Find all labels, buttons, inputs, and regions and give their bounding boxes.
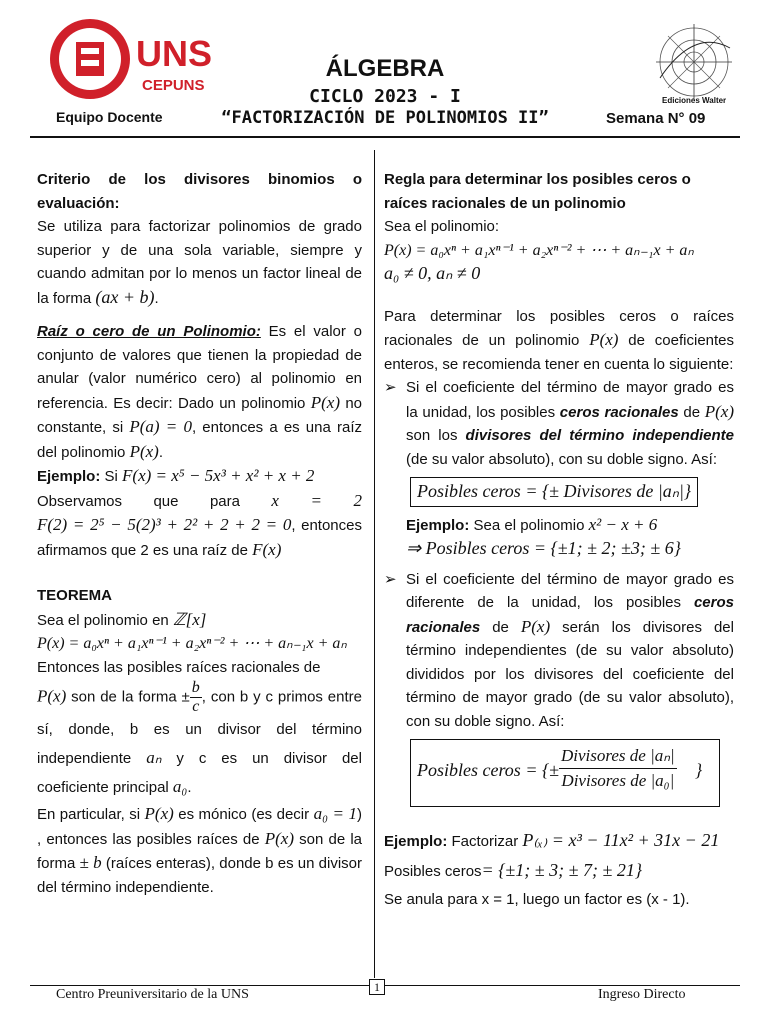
- para-px: P(x): [589, 330, 619, 349]
- para-text: Para determinar los posibles ceros o raíces racionales de un polinomio: [384, 307, 734, 349]
- sea-text: Sea el polinomio en: [37, 611, 173, 629]
- teorema-px: P(x): [37, 686, 67, 706]
- raiz-text-3: , entonces a es una raíz del polinomio: [37, 419, 362, 461]
- ex1-result: ⇒ Posibles ceros = {±1; ± 2; ±3; ± 6}: [406, 538, 681, 558]
- topic-title: “FACTORIZACIÓN DE POLINOMIOS II”: [221, 108, 549, 128]
- page-header: [0, 0, 768, 150]
- page-number: 1: [369, 979, 385, 995]
- editorial-logo: [650, 18, 738, 106]
- week-label: Semana N° 09: [606, 110, 706, 127]
- x-equals-2: x = 2: [271, 490, 362, 510]
- yc-text: y c es un divisor del coeficiente principal: [37, 750, 362, 796]
- zx-ring: ℤ[x]: [172, 609, 207, 629]
- ex2-text: Factorizar: [447, 832, 523, 850]
- formab-text: son de la forma: [37, 830, 363, 872]
- formula-box-1: Posibles ceros = {± Divisores de |aₙ|}: [410, 477, 698, 507]
- ex2-poly: P₍ₓ₎ = x³ − 11x² + 31x − 21: [522, 829, 720, 850]
- roots-px: P(x): [264, 828, 294, 848]
- b-over-c: $\frac{b}{c}$: [191, 679, 200, 715]
- example-fx: F(x) = x⁵ − 5x³ + x² + x + 2: [122, 466, 315, 485]
- raiz-heading: Raíz o cero de un Polinomio:: [37, 323, 261, 340]
- monico-text: es mónico (es decir: [173, 806, 314, 823]
- enpart-text: En particular, si: [37, 806, 145, 823]
- teorema-poly: P(x) = a₀xⁿ + a₁xⁿ⁻¹ + a₂xⁿ⁻² + ⋯ + aₙ₋₁x + aₙ: [37, 635, 347, 652]
- criterio-text: Se utiliza para factorizar polinomios de grado superior y de una sola variable, siempre y cuando admitan por lo menos un factor lineal de la forma: [37, 218, 362, 307]
- raiz-pa: P(a) = 0: [129, 417, 192, 436]
- ex2-label: Ejemplo:: [384, 832, 448, 850]
- general-poly: P(x) = a₀xⁿ + a₁xⁿ⁻¹ + a₂xⁿ⁻² + ⋯ + aₙ₋₁x + aₙ: [384, 241, 694, 259]
- para-text-2: de coeficientes enteros, se recomienda tener en cuenta lo siguiente:: [384, 332, 735, 373]
- sea-polinomio: Sea el polinomio:: [384, 218, 500, 235]
- raiz-text-1: Es el valor o conjunto de valores que tienen la propiedad de anular (valor numérico cero) al polinomio en referencia. Es decir: Dado un polinomio: [37, 323, 362, 412]
- right-column: [384, 168, 734, 911]
- formula-box-2: Posibles ceros = {± Divisores de |aₙ| Divisores de |a₀| }: [410, 739, 720, 807]
- linear-factor: (ax + b): [95, 286, 155, 307]
- coef-condition: a₀ ≠ 0, aₙ ≠ 0: [384, 263, 481, 283]
- svg-text:UNS: UNS: [136, 33, 213, 74]
- regla-heading: Regla para determinar los posibles ceros o raíces racionales de un polinomio: [384, 171, 691, 212]
- column-divider: [374, 150, 375, 978]
- enton3-text: ) , entonces las posibles raíces de: [37, 806, 363, 848]
- header-divider: [30, 136, 740, 138]
- editorial-name: Ediciones Walter: [662, 96, 727, 105]
- rule-bullet-1: ➢ Si el coeficiente del término de mayor grado es la unidad, los posibles ceros racionales de P(x) son los divisores del término independiente (de su valor absoluto), con su doble signo. Así:: [384, 376, 734, 471]
- left-column: Criterio de los divisores binomios o evaluación: Se utiliza para factorizar polinomios de grado superior y de una sola variable, siempre y cuando admitan por lo menos un factor lineal de la forma (ax + b). Raíz o cero de un Polinomio: Es el valor o conjunto de valores que tienen la propiedad de anular (valor numérico cero) al polinomio en referencia. Es decir: Dado un polinomio P(x) no constante, si P(a) = 0, entonces a es una raíz del polinomio P(x). Ejemplo: Si F(x) = x⁵ − 5x³ + x² + x + 2 Observamos que para x = 2 F(2) = 2⁵ − 5(2)³ + 2² + 2 + 2 = 0, entonces afirmamos que 2 es una raíz de F(x) TEOREMA Sea el polinomio en ℤ[x] P(x) = a₀xⁿ + a₁xⁿ⁻¹ + a₂xⁿ⁻² + ⋯ + aₙ₋₁x + aₙ Entonces las posibles raíces racionales de P(x) son de la forma ± $\frac{b}{c}$ , con b y c primos entre sí, donde, b es un divisor del término independiente aₙ y c es un divisor del coeficiente principal a₀. En particular, si P(x) es mónico (es decir a₀ = 1) , entonces las posibles raíces de P(x) son de la forma ± b (raíces enteras), donde b es un divisor del término independiente.: [37, 171, 363, 896]
- footer-divider: [30, 985, 740, 986]
- a0-equals-1: a₀ = 1: [313, 804, 358, 823]
- entonces-text: , entonces afirmamos que 2 es una raíz de: [37, 517, 362, 559]
- b1-px: P(x): [704, 401, 735, 421]
- posibles-set: = {±1; ± 3; ± 7; ± 21}: [481, 860, 643, 880]
- posibles-text: Posibles ceros: [384, 863, 482, 880]
- raiz-px: P(x): [310, 392, 340, 412]
- team-label: Equipo Docente: [56, 109, 163, 125]
- teorema-heading: TEOREMA: [37, 587, 112, 604]
- uns-logo: [48, 14, 218, 104]
- raiz-text-2: no constante, si: [37, 394, 363, 436]
- f2-evaluation: F(2) = 2⁵ − 5(2)³ + 2² + 2 + 2 = 0: [37, 515, 292, 534]
- observe-text: Observamos que para: [37, 492, 240, 510]
- example-label: Ejemplo:: [37, 468, 101, 485]
- anula-text: Se anula para x = 1, luego un factor es (x - 1).: [384, 890, 690, 908]
- monic-px: P(x): [144, 804, 174, 823]
- an-ref: aₙ: [146, 748, 162, 767]
- ex1-label: Ejemplo:: [406, 516, 470, 534]
- rule-bullet-2: ➢ Si el coeficiente del término de mayor grado es diferente de la unidad, los posibles ceros racionales de P(x) serán los divisores del término independientes (de su valor absoluto) divididos por los divisores del coeficiente del término de mayor grado (de su valor absoluto), con su doble signo. Así:: [384, 568, 734, 734]
- cycle-label: CICLO 2023 - I: [309, 86, 461, 107]
- a0-ref: a₀: [172, 777, 188, 796]
- footer-left: Centro Preuniversitario de la UNS: [56, 987, 249, 1002]
- pm-b: ± b: [79, 853, 102, 872]
- example-si: Si: [100, 468, 123, 485]
- conbc-text: , con b y c primos entre sí, donde, b es un divisor del término independiente: [37, 688, 362, 767]
- b2-px: P(x): [520, 616, 551, 636]
- footer-right: Ingreso Directo: [598, 987, 686, 1002]
- raiz-px-2: P(x): [129, 441, 159, 461]
- criterio-heading: Criterio de los divisores binomios o evaluación:: [37, 171, 362, 212]
- subject-title: ÁLGEBRA: [325, 55, 445, 82]
- ex1-text: Sea el polinomio: [469, 516, 589, 534]
- final-text: (raíces enteras), donde b es un divisor del término independiente.: [37, 855, 362, 896]
- forma-text: son de la forma ±: [66, 688, 190, 706]
- svg-text:CEPUNS: CEPUNS: [142, 77, 205, 94]
- ex1-poly: x² − x + 6: [588, 514, 658, 534]
- teorema-entonces: Entonces las posibles raíces racionales de: [37, 658, 321, 676]
- fx-ref: F(x): [252, 539, 282, 559]
